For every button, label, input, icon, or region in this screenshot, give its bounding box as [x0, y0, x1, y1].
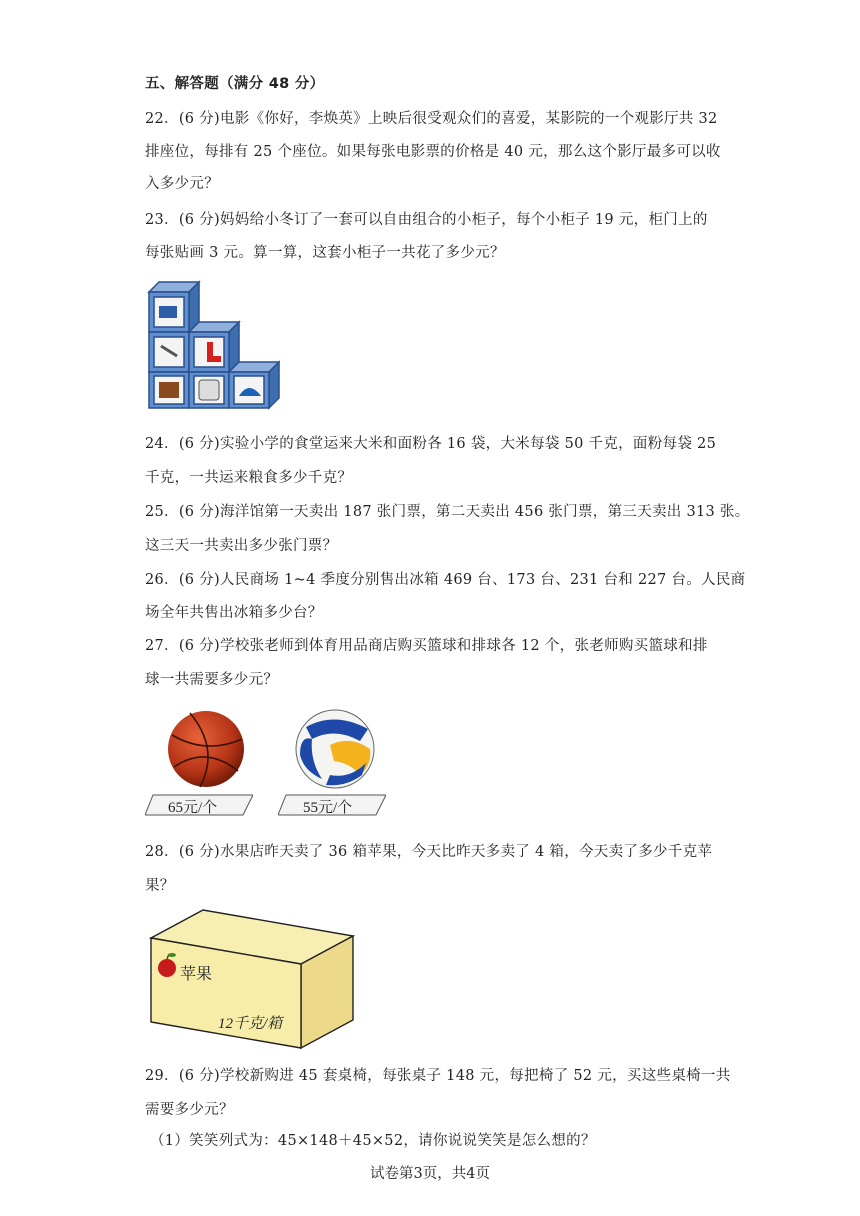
- q24-line2: 千克，一共运来粮食多少千克？: [145, 470, 353, 486]
- cabinet-figure: [145, 278, 280, 413]
- q24-line1: 24．(6 分)实验小学的食堂运来大米和面粉各 16 袋，大米每袋 50 千克，面粉每袋 25: [145, 436, 717, 452]
- q22-line1: 22．(6 分)电影《你好，李焕英》上映后很受观众们的喜爱，某影院的一个观影厅共 32: [145, 111, 718, 127]
- q26-line2: 场全年共售出冰箱多少台？: [145, 605, 323, 621]
- q27-line1: 27．(6 分)学校张老师到体育用品商店购买篮球和排球各 12 个，张老师购买篮球和排: [145, 638, 708, 654]
- basketball-price: 65元/个: [168, 800, 218, 816]
- q26-line1: 26．(6 分)人民商场 1~4 季度分别售出冰箱 469 台、173 台、231 台和 227 台。人民商: [145, 572, 746, 588]
- q25-line2: 这三天一共卖出多少张门票？: [145, 538, 338, 554]
- page-footer: 试卷第3页，共4页: [370, 1166, 490, 1182]
- volleyball-icon: [290, 705, 380, 795]
- q23-line1: 23．(6 分)妈妈给小冬订了一套可以自由组合的小柜子，每个小柜子 19 元，柜门上的: [145, 212, 708, 228]
- q29-sub1: （1）笑笑列式为：45×148＋45×52，请你说说笑笑是怎么想的？: [150, 1133, 596, 1149]
- q22-line3: 入多少元？: [145, 176, 219, 192]
- q23-line2: 每张贴画 3 元。算一算，这套小柜子一共花了多少元？: [145, 245, 505, 261]
- q22-line2: 排座位，每排有 25 个座位。如果每张电影票的价格是 40 元，那么这个影厅最多可以收: [145, 144, 721, 160]
- box-label: 苹果: [180, 966, 213, 983]
- q27-line2: 球一共需要多少元？: [145, 672, 279, 688]
- q28-line2: 果？: [145, 878, 175, 894]
- q25-line1: 25．(6 分)海洋馆第一天卖出 187 张门票，第二天卖出 456 张门票，第三天卖出 313 张。: [145, 504, 750, 520]
- q28-line1: 28．(6 分)水果店昨天卖了 36 箱苹果，今天比昨天多卖了 4 箱，今天卖了多少千克苹: [145, 844, 713, 860]
- basketball-icon: [160, 705, 252, 797]
- q29-line2: 需要多少元？: [145, 1102, 234, 1118]
- volleyball-price: 55元/个: [303, 800, 353, 816]
- box-weight: 12千克/箱: [218, 1016, 283, 1032]
- section-title: 五、解答题（满分 48 分）: [145, 76, 325, 92]
- q29-line1: 29．(6 分)学校新购进 45 套桌椅，每张桌子 148 元，每把椅了 52 元，买这些桌椅一共: [145, 1068, 731, 1084]
